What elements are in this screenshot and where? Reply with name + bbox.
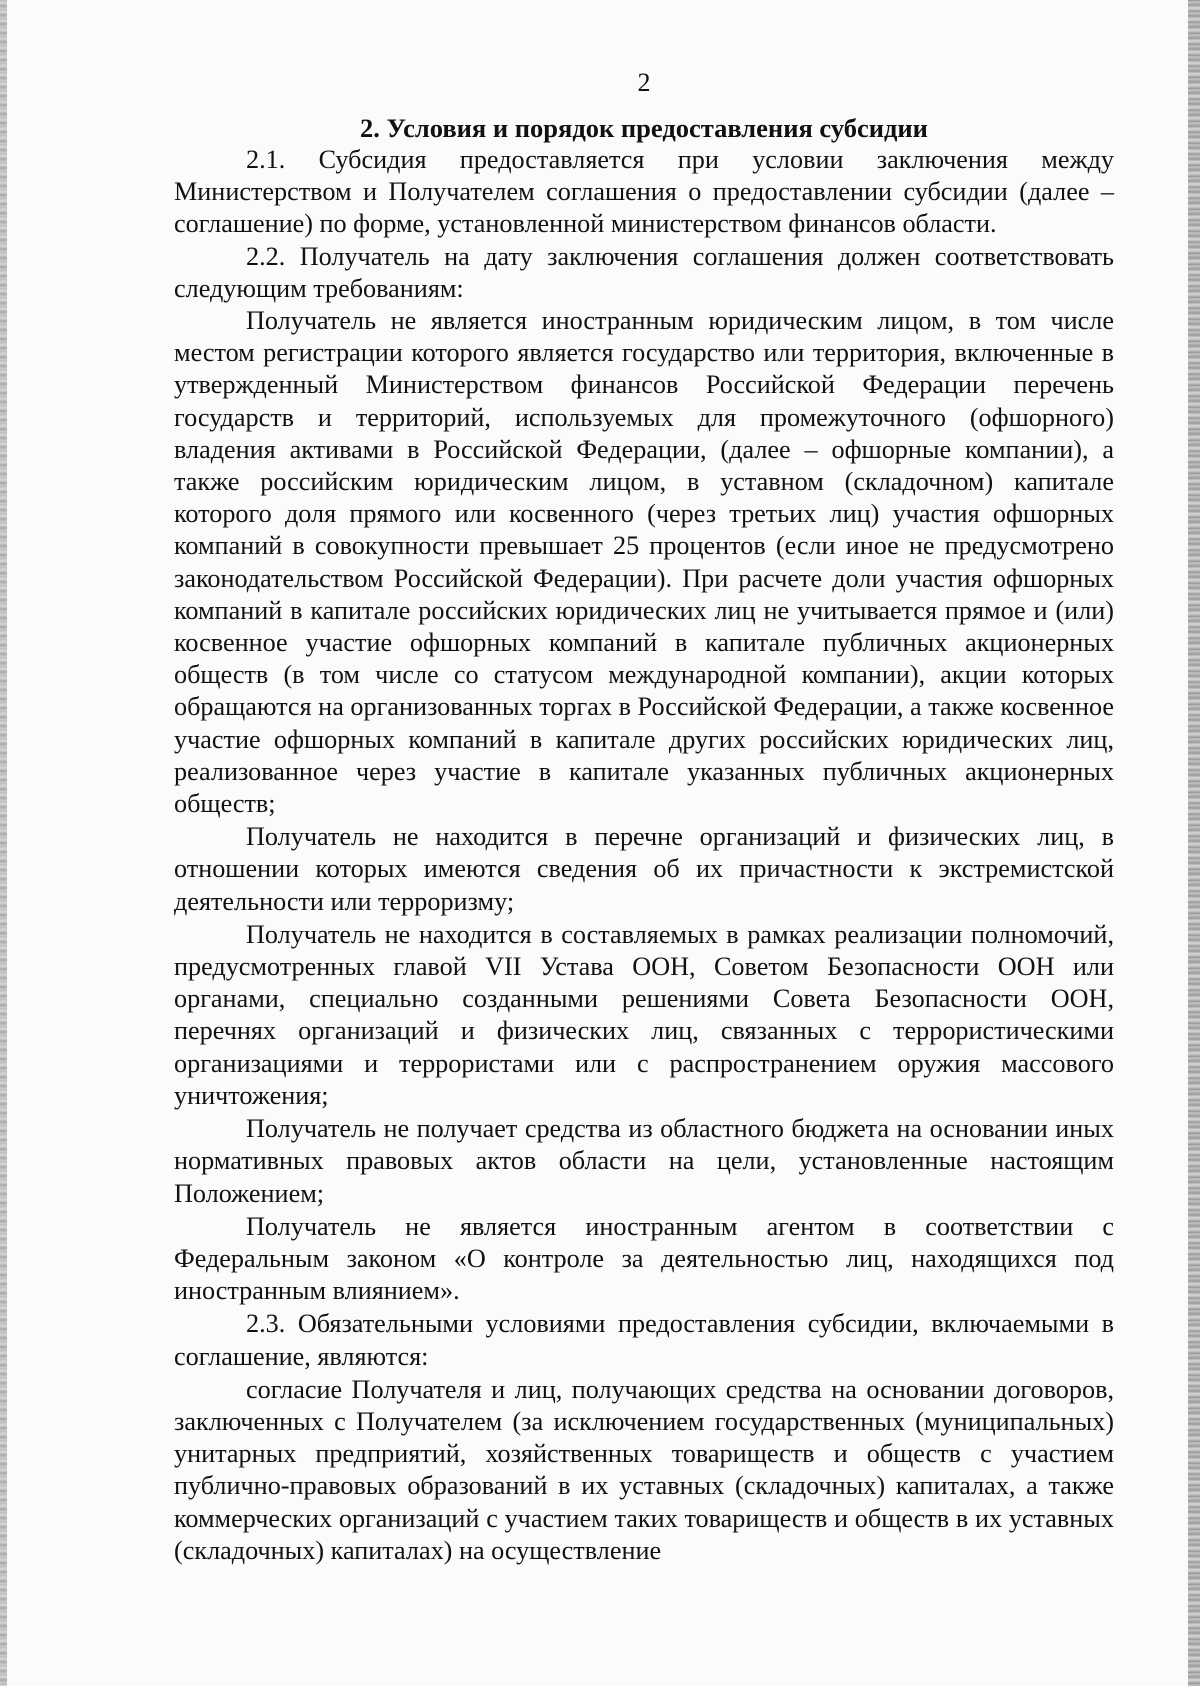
page-number: 2 [637,68,651,97]
scan-edge-left [0,0,7,1686]
scan-edge-right [1188,0,1200,1686]
document-body [174,68,1114,1567]
section-heading: 2. Условия и порядок предоставления субсидии [360,113,928,143]
paragraph-2-2: 2.2. Получатель на дату заключения соглашения должен соответствовать следующим требованиям: [174,241,1114,303]
requirement-offshore: Получатель не является иностранным юридическим лицом, в том числе местом регистрации которого является государство или территория, включенные в утвержденный Министерством финансов Российской Федерации перечень государств и территорий, используемых для промежуточного (офшорного) владения активами в Российской Федерации, (далее – офшорные компании), а также российским юридическим лицом, в уставном (складочном) капитале которого доля прямого или косвенного (через третьих лиц) участия офшорных компаний в совокупности превышает 25 процентов (если иное не предусмотрено законодательством Российской Федерации). При расчете доли участия офшорных компаний в капитале российских юридических лиц не учитывается прямое и (или) косвенное участие офшорных компаний в капитале публичных акционерных обществ (в том числе со статусом международной компании), акции которых обращаются на организованных торгах в Российской Федерации, а также косвенное участие офшорных компаний в капитале других российских юридических лиц, реализованное через участие в капитале указанных публичных акционерных обществ; [174,306,1114,819]
paragraph-2-3: 2.3. Обязательными условиями предоставления субсидии, включаемыми в соглашение, являются: [174,1309,1114,1371]
requirement-un-lists: Получатель не находится в составляемых в рамках реализации полномочий, предусмотренных главой VII Устава ООН, Советом Безопасности ООН или органами, специально созданными решениями Совета Безопасности ООН, перечнях организаций и физических лиц, связанных с террористическими организациями и террористами или с распространением оружия массового уничтожения; [174,919,1114,1110]
condition-consent: согласие Получателя и лиц, получающих средства на основании договоров, заключенных с Получателем (за исключением государственных (муниципальных) унитарных предприятий, хозяйственных товариществ и обществ с участием публично-правовых образований в их уставных (складочных) капиталах, а также коммерческих организаций с участием таких товариществ и обществ в их уставных (складочных) капиталах) на осуществление [174,1374,1114,1565]
requirement-extremism: Получатель не находится в перечне организаций и физических лиц, в отношении которых имеются сведения об их причастности к экстремистской деятельности или терроризму; [174,822,1114,916]
paragraph-2-1: 2.1. Субсидия предоставляется при условии заключения между Министерством и Получателем соглашения о предоставлении субсидии (далее – соглашение) по форме, установленной министерством финансов области. [174,145,1114,239]
requirement-foreign-agent: Получатель не является иностранным агентом в соответствии с Федеральным законом «О контроле за деятельностью лиц, находящихся под иностранным влиянием». [174,1211,1114,1306]
requirement-regional-budget: Получатель не получает средства из областного бюджета на основании иных нормативных правовых актов области на цели, установленные настоящим Положением; [174,1114,1114,1208]
